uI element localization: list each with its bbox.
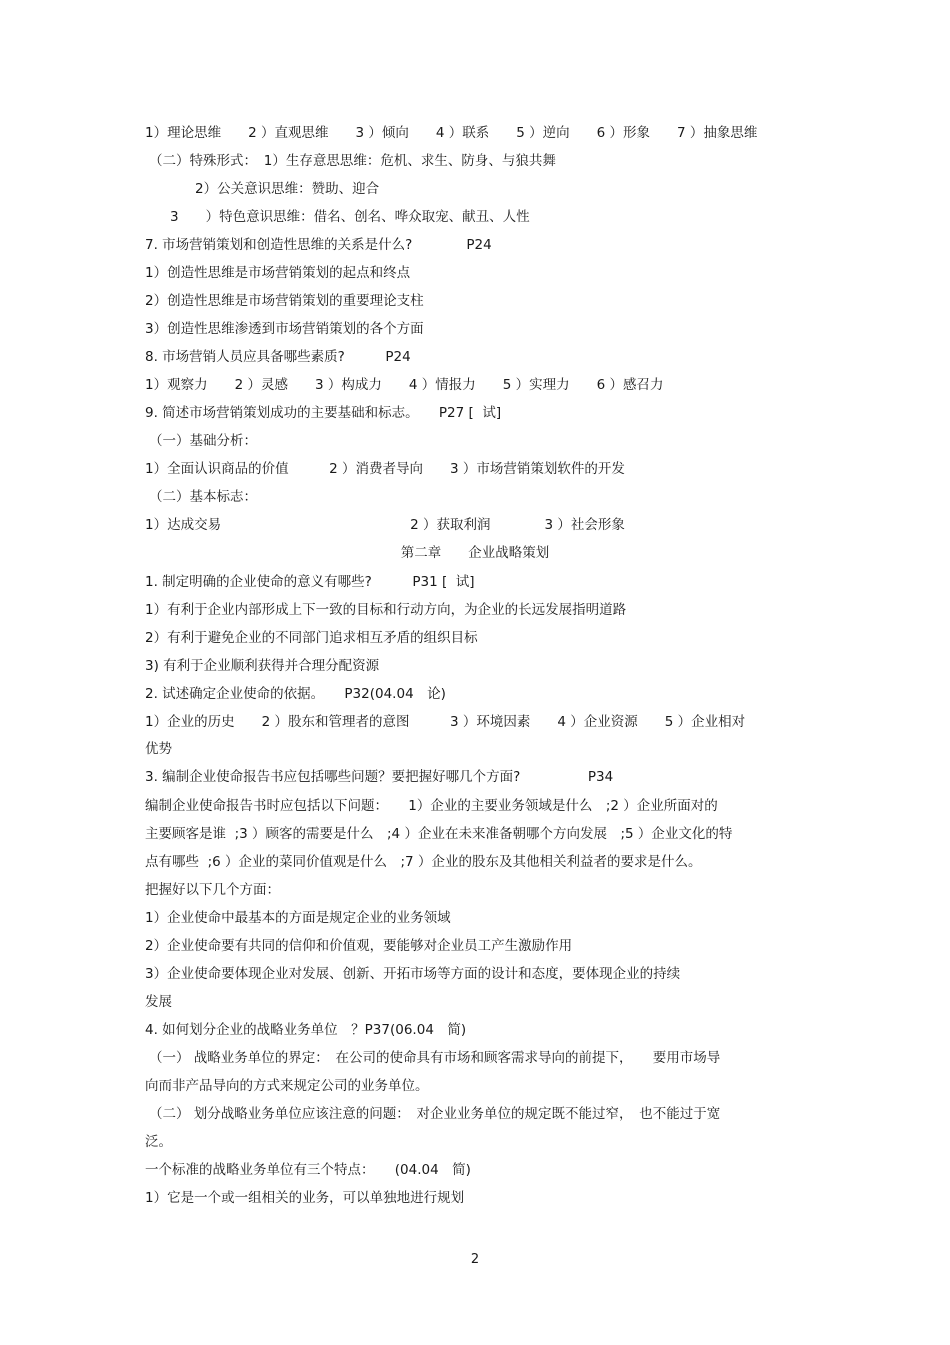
text-line: 1）全面认识商品的价值 2 ）消费者导向 3 ）市场营销策划软件的开发: [145, 461, 625, 477]
text-line: （二）特殊形式： 1）生存意思思维：危机、求生、防身、与狼共舞: [149, 153, 556, 169]
text-line: 3）创造性思维渗透到市场营销策划的各个方面: [145, 321, 424, 337]
text-line: 1）它是一个或一组相关的业务，可以单独地进行规划: [145, 1190, 465, 1206]
text-line: 优势: [145, 741, 172, 757]
text-line: 2）创造性思维是市场营销策划的重要理论支柱: [145, 293, 424, 309]
question-heading: 1. 制定明确的企业使命的意义有哪些? P31 [ 试]: [145, 574, 475, 590]
text-line: （一）基础分析：: [149, 433, 257, 449]
question-heading: 9. 简述市场营销策划成功的主要基础和标志。 P27 [ 试]: [145, 405, 502, 421]
text-line: 3）企业使命要体现企业对发展、创新、开拓市场等方面的设计和态度，要体现企业的持续: [145, 966, 681, 982]
text-line: 向而非产品导向的方式来规定公司的业务单位。: [145, 1078, 429, 1094]
text-line: 1）观察力 2 ）灵感 3 ）构成力 4 ）情报力 5 ）实理力 6 ）感召力: [145, 377, 664, 393]
question-heading: 3. 编制企业使命报告书应包括哪些问题？要把握好哪几个方面? P34: [145, 769, 614, 785]
question-heading: 2. 试述确定企业使命的依据。 P32(04.04 论): [145, 686, 446, 702]
text-line: 主要顾客是谁 ;3 ）顾客的需要是什么 ;4 ）企业在未来准备朝哪个方向发展 ;5 ）企业文化的特: [145, 826, 733, 842]
text-line: 编制企业使命报告书时应包括以下问题： 1）企业的主要业务领域是什么 ;2 ）企业所面对的: [145, 798, 718, 814]
text-line: 泛。: [145, 1134, 172, 1150]
text-line: 3) 有利于企业顺利获得并合理分配资源: [145, 658, 380, 674]
text-line: 2）企业使命要有共同的信仰和价值观，要能够对企业员工产生激励作用: [145, 938, 573, 954]
text-line: 1）达成交易 2 ）获取利润 3 ）社会形象: [145, 517, 625, 533]
page-number: 2: [470, 1252, 480, 1267]
text-line: 3 ）特色意识思维：借名、创名、哗众取宠、献丑、人性: [170, 209, 530, 225]
text-line: 一个标准的战略业务单位有三个特点： (04.04 简): [145, 1162, 471, 1178]
text-line: （一） 战略业务单位的界定： 在公司的使命具有市场和顾客需求导向的前提下， 要用市场导: [149, 1050, 721, 1066]
text-line: 2）公关意识思维：赞助、迎合: [195, 181, 380, 197]
text-line: （二）基本标志：: [149, 489, 257, 505]
text-line: （二） 划分战略业务单位应该注意的问题： 对企业业务单位的规定既不能过窄， 也不能过于宽: [149, 1106, 721, 1122]
text-line: 发展: [145, 994, 172, 1010]
question-heading: 7. 市场营销策划和创造性思维的关系是什么? P24: [145, 237, 492, 253]
text-line: 2）有利于避免企业的不同部门追求相互矛盾的组织目标: [145, 630, 478, 646]
text-line: 点有哪些 ;6 ）企业的菜同价值观是什么 ;7 ）企业的股东及其他相关利益者的要求是什么。: [145, 854, 702, 870]
text-line: 1）创造性思维是市场营销策划的起点和终点: [145, 265, 411, 281]
question-heading: 8. 市场营销人员应具备哪些素质? P24: [145, 349, 411, 365]
text-line: 1）理论思维 2 ）直观思维 3 ）倾向 4 ）联系 5 ）逆向 6 ）形象 7 ）抽象思维: [145, 125, 758, 141]
chapter-title: 第二章 企业战略策划: [400, 545, 550, 561]
text-line: 把握好以下几个方面：: [145, 882, 280, 898]
text-line: 1）企业的历史 2 ）股东和管理者的意图 3 ）环境因素 4 ）企业资源 5 ）企业相对: [145, 714, 746, 730]
text-line: 1）有利于企业内部形成上下一致的目标和行动方向，为企业的长远发展指明道路: [145, 602, 627, 618]
question-heading: 4. 如何划分企业的战略业务单位 ？P37(06.04 简): [145, 1022, 467, 1038]
text-line: 1）企业使命中最基本的方面是规定企业的业务领域: [145, 910, 451, 926]
